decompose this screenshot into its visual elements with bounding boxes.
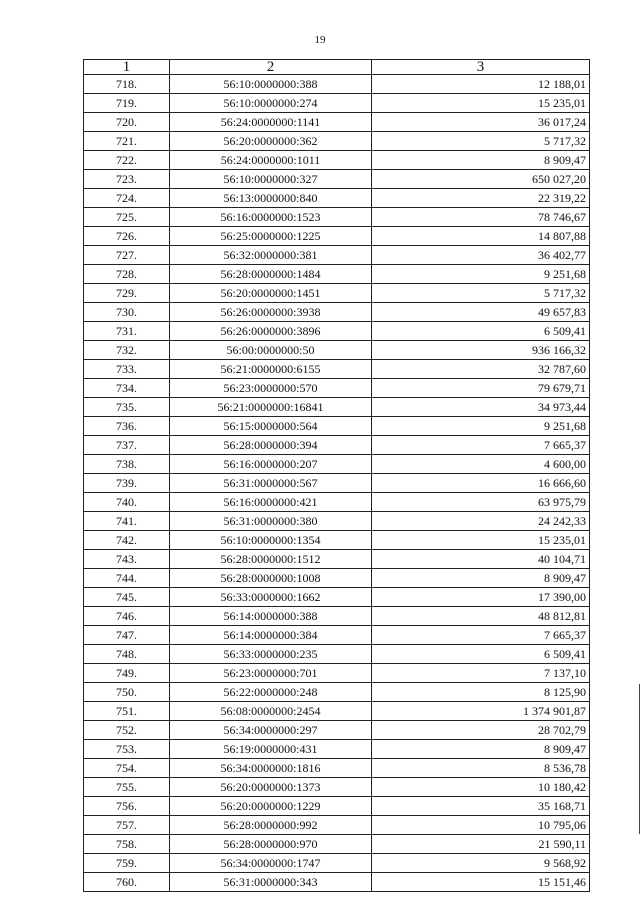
registry-table [83, 59, 590, 892]
cadastral-number: 56:32:0000000:381 [170, 246, 372, 265]
row-number: 719. [84, 94, 170, 113]
cadastral-number: 56:34:0000000:297 [170, 721, 372, 740]
cadastral-number: 56:33:0000000:235 [170, 645, 372, 664]
row-number: 733. [84, 360, 170, 379]
cadastral-number: 56:20:0000000:362 [170, 132, 372, 151]
cadastral-number: 56:00:0000000:50 [170, 341, 372, 360]
amount: 1 374 901,87 [372, 702, 590, 721]
table-row [84, 75, 590, 94]
cadastral-number: 56:31:0000000:567 [170, 474, 372, 493]
table-row [84, 94, 590, 113]
amount: 5 717,32 [372, 132, 590, 151]
table-row [84, 189, 590, 208]
table-row [84, 778, 590, 797]
page-number: 19 [314, 34, 326, 46]
row-number: 759. [84, 854, 170, 873]
amount: 8 909,47 [372, 740, 590, 759]
cadastral-number: 56:10:0000000:327 [170, 170, 372, 189]
row-number: 739. [84, 474, 170, 493]
row-number: 743. [84, 550, 170, 569]
cadastral-number: 56:34:0000000:1747 [170, 854, 372, 873]
row-number: 746. [84, 607, 170, 626]
table-row [84, 512, 590, 531]
amount: 14 807,88 [372, 227, 590, 246]
row-number: 745. [84, 588, 170, 607]
row-number: 752. [84, 721, 170, 740]
row-number: 720. [84, 113, 170, 132]
amount: 78 746,67 [372, 208, 590, 227]
cadastral-number: 56:28:0000000:992 [170, 816, 372, 835]
table-row [84, 550, 590, 569]
row-number: 724. [84, 189, 170, 208]
cadastral-number: 56:28:0000000:1484 [170, 265, 372, 284]
cadastral-number: 56:16:0000000:207 [170, 455, 372, 474]
cadastral-number: 56:10:0000000:388 [170, 75, 372, 94]
table-row [84, 588, 590, 607]
table-row [84, 113, 590, 132]
cadastral-number: 56:26:0000000:3938 [170, 303, 372, 322]
table-row [84, 740, 590, 759]
row-number: 758. [84, 835, 170, 854]
row-number: 731. [84, 322, 170, 341]
table-row [84, 398, 590, 417]
cadastral-number: 56:21:0000000:6155 [170, 360, 372, 379]
row-number: 721. [84, 132, 170, 151]
cadastral-number: 56:22:0000000:248 [170, 683, 372, 702]
cadastral-number: 56:08:0000000:2454 [170, 702, 372, 721]
cadastral-number: 56:28:0000000:1512 [170, 550, 372, 569]
amount: 40 104,71 [372, 550, 590, 569]
amount: 48 812,81 [372, 607, 590, 626]
cadastral-number: 56:28:0000000:1008 [170, 569, 372, 588]
table-row [84, 303, 590, 322]
table-row [84, 132, 590, 151]
column-header-3: 3 [372, 60, 590, 75]
row-number: 729. [84, 284, 170, 303]
cadastral-number: 56:10:0000000:274 [170, 94, 372, 113]
table-row [84, 341, 590, 360]
amount: 49 657,83 [372, 303, 590, 322]
column-header-1: 1 [84, 60, 170, 75]
amount: 28 702,79 [372, 721, 590, 740]
row-number: 740. [84, 493, 170, 512]
table-row [84, 797, 590, 816]
amount: 12 188,01 [372, 75, 590, 94]
amount: 7 137,10 [372, 664, 590, 683]
amount: 16 666,60 [372, 474, 590, 493]
row-number: 730. [84, 303, 170, 322]
row-number: 748. [84, 645, 170, 664]
amount: 36 402,77 [372, 246, 590, 265]
table-row [84, 455, 590, 474]
table-row [84, 474, 590, 493]
amount: 34 973,44 [372, 398, 590, 417]
amount: 10 795,06 [372, 816, 590, 835]
cadastral-number: 56:33:0000000:1662 [170, 588, 372, 607]
row-number: 718. [84, 75, 170, 94]
table-row [84, 208, 590, 227]
row-number: 749. [84, 664, 170, 683]
cadastral-number: 56:28:0000000:394 [170, 436, 372, 455]
table-row [84, 816, 590, 835]
table-row [84, 246, 590, 265]
table-row [84, 284, 590, 303]
amount: 6 509,41 [372, 322, 590, 341]
row-number: 728. [84, 265, 170, 284]
table-row [84, 151, 590, 170]
table-header [84, 60, 590, 75]
table-row [84, 835, 590, 854]
row-number: 755. [84, 778, 170, 797]
amount: 9 568,92 [372, 854, 590, 873]
cadastral-number: 56:24:0000000:1011 [170, 151, 372, 170]
cadastral-number: 56:19:0000000:431 [170, 740, 372, 759]
table-row [84, 417, 590, 436]
amount: 79 679,71 [372, 379, 590, 398]
table-row [84, 379, 590, 398]
row-number: 750. [84, 683, 170, 702]
row-number: 741. [84, 512, 170, 531]
table-row [84, 759, 590, 778]
cadastral-number: 56:15:0000000:564 [170, 417, 372, 436]
amount: 15 235,01 [372, 531, 590, 550]
row-number: 735. [84, 398, 170, 417]
row-number: 725. [84, 208, 170, 227]
row-number: 723. [84, 170, 170, 189]
row-number: 742. [84, 531, 170, 550]
row-number: 722. [84, 151, 170, 170]
amount: 10 180,42 [372, 778, 590, 797]
row-number: 753. [84, 740, 170, 759]
table-row [84, 531, 590, 550]
table-row [84, 265, 590, 284]
cadastral-number: 56:13:0000000:840 [170, 189, 372, 208]
row-number: 751. [84, 702, 170, 721]
amount: 936 166,32 [372, 341, 590, 360]
amount: 32 787,60 [372, 360, 590, 379]
row-number: 732. [84, 341, 170, 360]
table-row [84, 170, 590, 189]
row-number: 737. [84, 436, 170, 455]
amount: 15 151,46 [372, 873, 590, 892]
cadastral-number: 56:16:0000000:1523 [170, 208, 372, 227]
row-number: 747. [84, 626, 170, 645]
amount: 7 665,37 [372, 436, 590, 455]
cadastral-number: 56:26:0000000:3896 [170, 322, 372, 341]
table-row [84, 645, 590, 664]
table-row [84, 664, 590, 683]
table-row [84, 607, 590, 626]
amount: 8 125,90 [372, 683, 590, 702]
table-row [84, 436, 590, 455]
amount: 36 017,24 [372, 113, 590, 132]
amount: 7 665,37 [372, 626, 590, 645]
cadastral-number: 56:31:0000000:343 [170, 873, 372, 892]
table-row [84, 493, 590, 512]
row-number: 756. [84, 797, 170, 816]
table-row [84, 702, 590, 721]
amount: 15 235,01 [372, 94, 590, 113]
cadastral-number: 56:10:0000000:1354 [170, 531, 372, 550]
amount: 6 509,41 [372, 645, 590, 664]
cadastral-number: 56:16:0000000:421 [170, 493, 372, 512]
table-row [84, 626, 590, 645]
amount: 63 975,79 [372, 493, 590, 512]
amount: 22 319,22 [372, 189, 590, 208]
amount: 5 717,32 [372, 284, 590, 303]
row-number: 738. [84, 455, 170, 474]
amount: 9 251,68 [372, 417, 590, 436]
table-row [84, 683, 590, 702]
amount: 8 536,78 [372, 759, 590, 778]
amount: 8 909,47 [372, 151, 590, 170]
table-row [84, 873, 590, 892]
row-number: 734. [84, 379, 170, 398]
cadastral-number: 56:14:0000000:388 [170, 607, 372, 626]
row-number: 754. [84, 759, 170, 778]
amount: 8 909,47 [372, 569, 590, 588]
cadastral-number: 56:24:0000000:1141 [170, 113, 372, 132]
table-body [84, 75, 590, 892]
cadastral-number: 56:20:0000000:1451 [170, 284, 372, 303]
row-number: 760. [84, 873, 170, 892]
column-header-2: 2 [170, 60, 372, 75]
table-row [84, 360, 590, 379]
table-row [84, 721, 590, 740]
table-row [84, 227, 590, 246]
amount: 35 168,71 [372, 797, 590, 816]
cadastral-number: 56:31:0000000:380 [170, 512, 372, 531]
amount: 650 027,20 [372, 170, 590, 189]
cadastral-number: 56:23:0000000:701 [170, 664, 372, 683]
amount: 4 600,00 [372, 455, 590, 474]
table-row [84, 569, 590, 588]
header-row [84, 60, 590, 75]
table-row [84, 322, 590, 341]
cadastral-number: 56:25:0000000:1225 [170, 227, 372, 246]
row-number: 736. [84, 417, 170, 436]
amount: 17 390,00 [372, 588, 590, 607]
cadastral-number: 56:14:0000000:384 [170, 626, 372, 645]
amount: 21 590,11 [372, 835, 590, 854]
row-number: 744. [84, 569, 170, 588]
amount: 24 242,33 [372, 512, 590, 531]
row-number: 757. [84, 816, 170, 835]
cadastral-number: 56:23:0000000:570 [170, 379, 372, 398]
cadastral-number: 56:28:0000000:970 [170, 835, 372, 854]
cadastral-number: 56:34:0000000:1816 [170, 759, 372, 778]
table-row [84, 854, 590, 873]
row-number: 726. [84, 227, 170, 246]
cadastral-number: 56:20:0000000:1373 [170, 778, 372, 797]
amount: 9 251,68 [372, 265, 590, 284]
row-number: 727. [84, 246, 170, 265]
cadastral-number: 56:21:0000000:16841 [170, 398, 372, 417]
cadastral-number: 56:20:0000000:1229 [170, 797, 372, 816]
